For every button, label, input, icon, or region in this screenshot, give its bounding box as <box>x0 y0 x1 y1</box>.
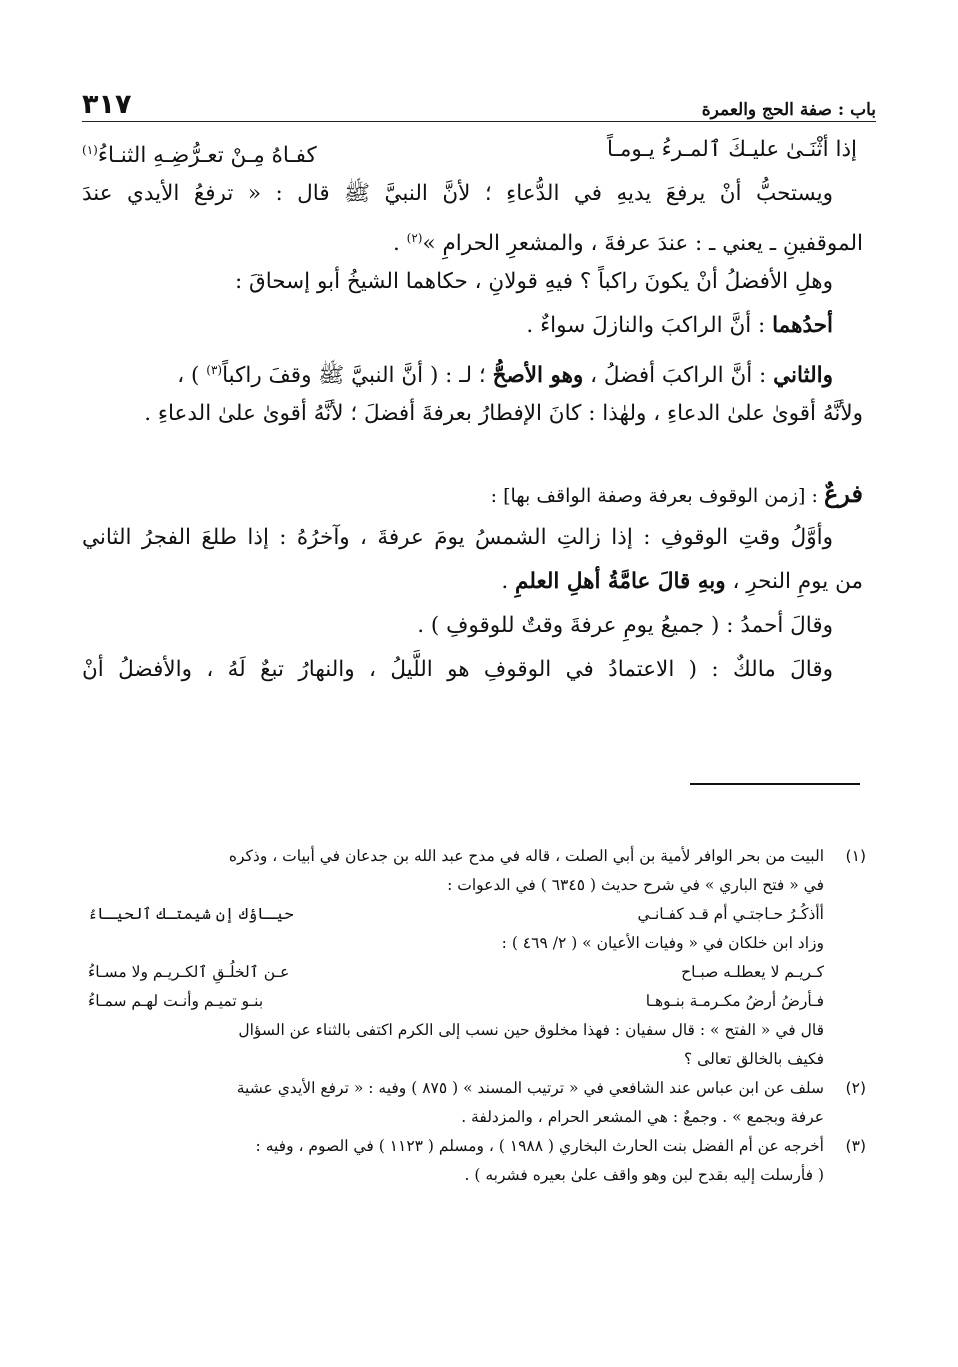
paragraph-line <box>82 216 863 260</box>
footnote-ref-1[interactable]: (١) <box>82 143 98 157</box>
verse-hemistich: عـن ٱلخلُـقِ ٱلكـريـم ولا مسـاءُ <box>88 963 290 981</box>
bold-phrase: وبهِ قالَ عامَّةُ أهلِ العلمِ <box>515 569 726 594</box>
footnote-ref-2[interactable]: (٢) <box>406 231 423 245</box>
paragraph-line: ويستحبُّ أنْ يرفعَ يديهِ في الدُّعاءِ ؛ لأنَّ النبيَّ ﷺ قال : « ترفعُ الأيدي عندَ <box>82 181 833 206</box>
text-span: ) ، <box>177 363 207 389</box>
poetry-verse <box>82 128 863 172</box>
footnote-number: (١) <box>845 847 866 865</box>
verse-hemistich-1: إذا أثْنَـىٰ عليـكَ ٱلمـرءُ يـومـاً <box>607 137 857 162</box>
footnote-line: فكيف بالخالق تعالى ؟ <box>684 1050 824 1068</box>
opinion-label: أحدُهما <box>772 313 833 338</box>
main-text <box>82 128 863 692</box>
footnote-number: (٣) <box>845 1137 866 1155</box>
text-span: من يومِ النحرِ ، <box>725 569 863 594</box>
text-span: الموقفينِ ـ يعني ـ : عندَ عرفةَ ، والمشعرِ الحرامِ » <box>422 231 863 257</box>
branch-heading <box>82 472 863 516</box>
opinion-label: والثاني <box>773 363 833 389</box>
verse-hemistich: فـأرضُ أرضُ مكـرمـة بنـوهـا <box>645 992 824 1010</box>
bold-phrase: وهو الأصحُّ <box>492 363 584 389</box>
footnote-line: البيت من بحر الوافر لأمية بن أبي الصلت ، قاله في مدح عبد الله بن جدعان في أبيات ، وذكره <box>228 847 824 865</box>
footnote-ref-3[interactable]: (٣) <box>206 363 223 377</box>
paragraph-line <box>82 348 863 392</box>
footnote-line: عرفة وبجمع » . وجمعٌ : هي المشعر الحرام ، والمزدلفة . <box>461 1108 824 1126</box>
paragraph-line: وهلِ الأفضلُ أنْ يكونَ راكباً ؟ فيهِ قولانِ ، حكاهما الشيخُ أبو إسحاقَ : <box>234 269 833 294</box>
footnote-line: ( فأرسلت إليه بقدح لبن وهو واقف علىٰ بعيره فشربه ) . <box>464 1166 824 1184</box>
footnote-verse <box>82 987 824 1016</box>
footnote-line: أخرجه عن أم الفضل بنت الحارث البخاري ( ١٩٨٨ ) ، ومسلم ( ١١٢٣ ) في الصوم ، وفيه : <box>255 1137 824 1155</box>
footnote-verse <box>82 958 824 987</box>
text-span: . <box>392 231 407 257</box>
text-span: : أنَّ الراكبَ أفضلُ ، <box>583 363 774 389</box>
footnote <box>82 842 866 1074</box>
paragraph-line: ولأنَّهُ أقوىٰ علىٰ الدعاءِ ، ولهٰذا : كانَ الإفطارُ بعرفةَ أفضلَ ؛ لأنَّهُ أقوىٰ علىٰ الدعاءِ . <box>144 401 863 426</box>
paragraph-line: وأوَّلُ وقتِ الوقوفِ : إذا زالتِ الشمسُ يومَ عرفةَ ، وآخرُهُ : إذا طلعَ الفجرُ الثاني <box>82 525 833 550</box>
footnotes <box>82 842 866 1190</box>
footnote <box>82 1132 866 1190</box>
footnote-line: في « فتح الباري » في شرح حديث ( ٦٣٤٥ ) في الدعوات : <box>447 876 824 894</box>
chapter-title: باب : صفة الحج والعمرة <box>701 100 876 120</box>
page-header <box>82 86 876 120</box>
footnote <box>82 1074 866 1132</box>
branch-label: فرعٌ <box>823 479 863 508</box>
footnote-verse <box>82 900 824 929</box>
paragraph-line: وقالَ أحمدُ : ( جميعُ يومِ عرفةَ وقتٌ للوقوفِ ) . <box>417 613 833 638</box>
footnote-separator <box>690 783 860 785</box>
verse-hemistich: بنـو تميـم وأنـت لهـم سمـاءُ <box>88 992 264 1010</box>
verse-hemistich: كـريـم لا يعطلـه صبـاح <box>681 963 824 981</box>
text-span: . <box>501 569 516 594</box>
verse-hemistich-2: كفـاهُ مِـنْ تعـرُّضِـهِ الثنـاءُ <box>97 143 317 169</box>
verse-hemistich: أأذكُـرُ حـاجتـي أم قـد كفـانـي <box>637 905 824 923</box>
paragraph-line <box>82 304 863 348</box>
branch-title: : [زمن الوقوف بعرفة وصفة الواقف بها] : <box>490 485 824 507</box>
header-rule <box>82 121 876 122</box>
paragraph-line: وقالَ مالكٌ : ( الاعتمادُ في الوقوفِ هو اللَّيلُ ، والنهارُ تبعٌ لَهُ ، والأفضلُ أنْ <box>82 657 833 682</box>
footnote-line: قال في « الفتح » : قال سفيان : فهذا مخلوق حين نسب إلى الكرم اكتفى بالثناء عن السؤال <box>238 1021 824 1039</box>
footnote-number: (٢) <box>845 1079 866 1097</box>
verse-hemistich: حيـاؤك إن شيمتـك ٱلحيـاءُ <box>88 905 294 923</box>
paragraph-line <box>82 560 863 604</box>
footnote-line: سلف عن ابن عباس عند الشافعي في « ترتيب المسند » ( ٨٧٥ ) وفيه : « ترفع الأيدي عشية <box>236 1079 824 1097</box>
footnote-line: وزاد ابن خلكان في « وفيات الأعيان » ( ٢/ ٤٦٩ ) : <box>501 934 824 952</box>
text-span: ؛ لـ : ( أنَّ النبيَّ ﷺ وقفَ راكباً <box>222 363 493 389</box>
page-number: ٣١٧ <box>82 89 132 120</box>
text-span: : أنَّ الراكبَ والنازلَ سواءٌ . <box>526 313 773 338</box>
